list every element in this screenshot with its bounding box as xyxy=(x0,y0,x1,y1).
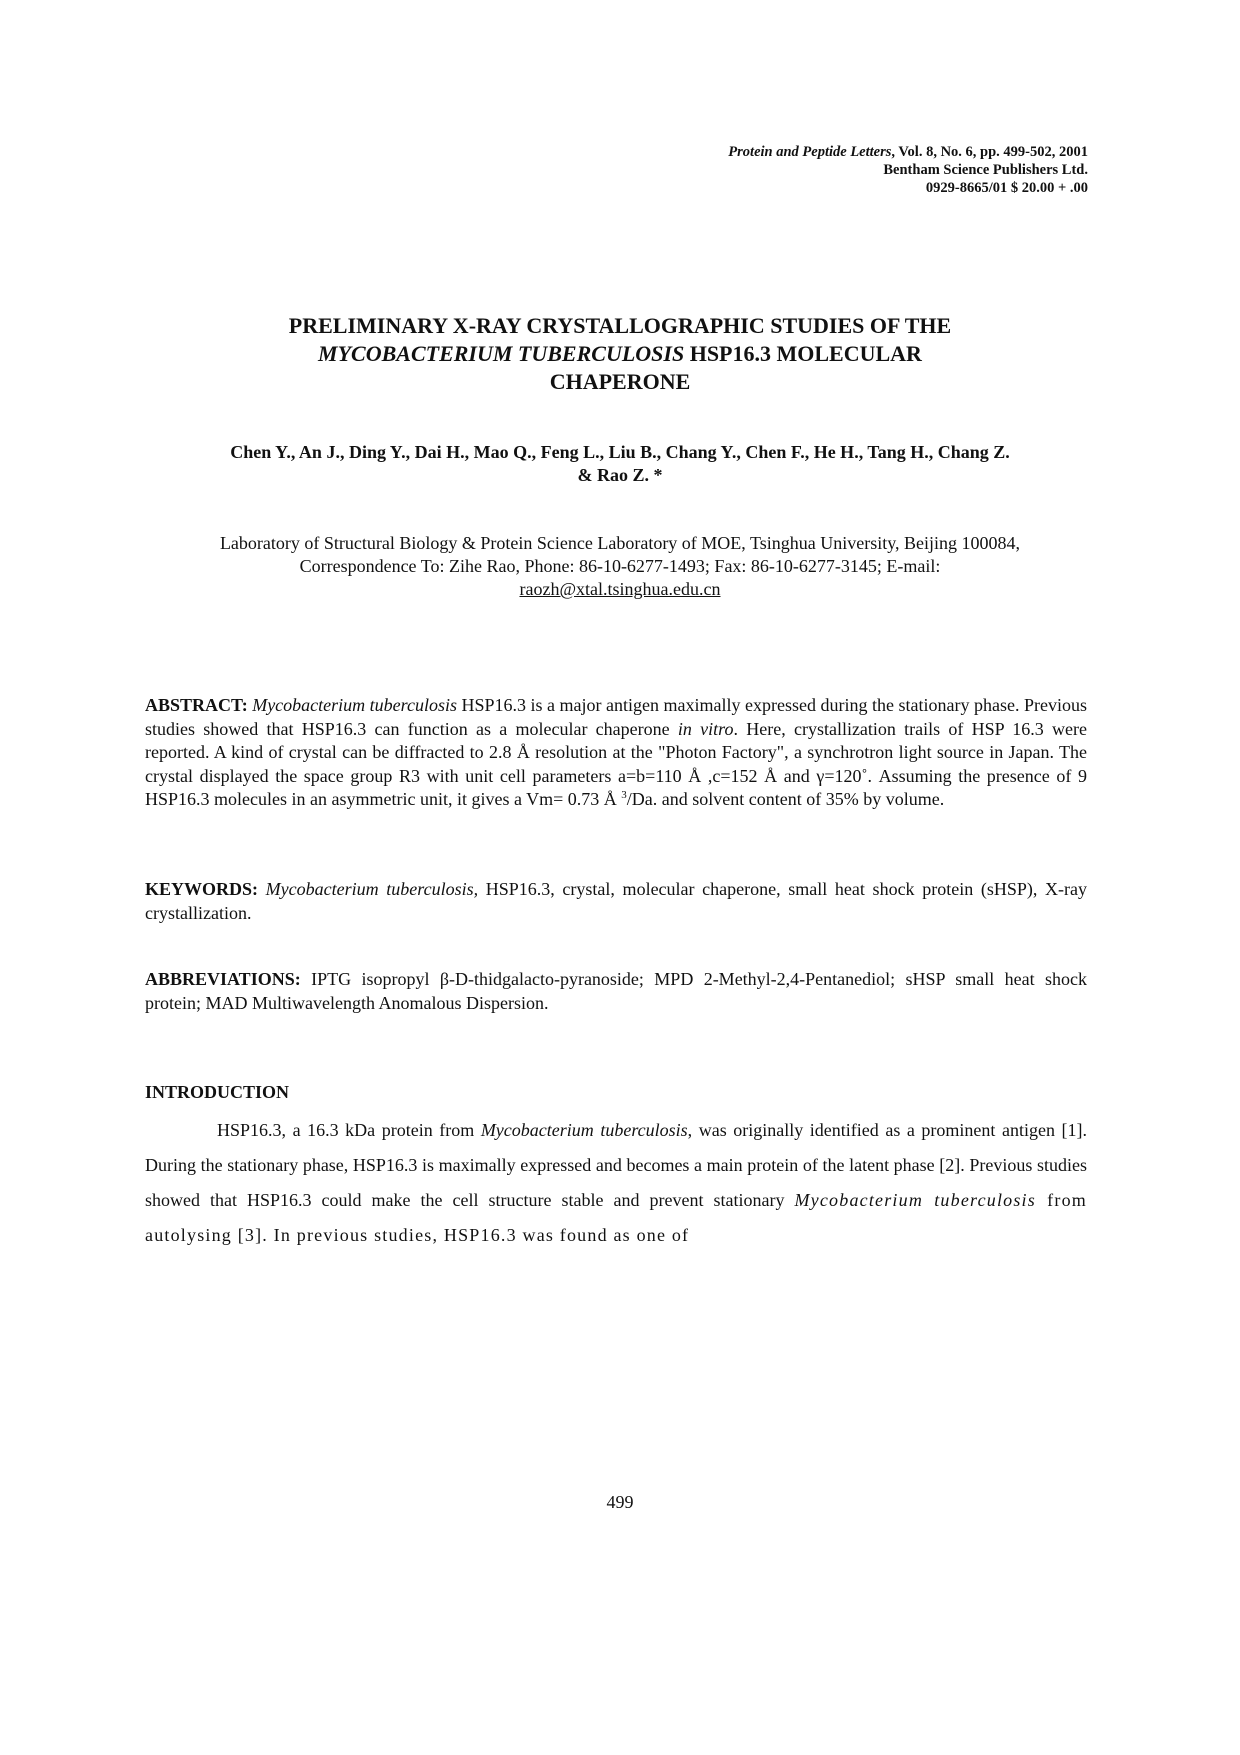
abbreviations-label: ABBREVIATIONS: xyxy=(145,969,301,989)
journal-name: Protein and Peptide Letters xyxy=(728,144,892,160)
page-number: 499 xyxy=(606,1492,634,1512)
abstract-species: Mycobacterium tuberculosis xyxy=(252,695,457,715)
intro-text-3: from autolysing [3]. In previous studies, HSP16.3 was found as one of xyxy=(145,1190,1087,1245)
title-line-3: CHAPERONE xyxy=(549,369,691,394)
authors-line-1: Chen Y., An J., Ding Y., Dai H., Mao Q., Feng L., Liu B., Chang Y., Chen F., He H., Tang H., Chang Z. xyxy=(230,442,1010,462)
abstract xyxy=(145,694,1087,812)
abbreviations-text: IPTG isopropyl β-D-thidgalacto-pyranoside; MPD 2-Methyl-2,4-Pentanediol; sHSP small heat shock protein; MAD Multiwavelength Anomalous Dispersion. xyxy=(145,969,1087,1013)
keywords-text: HSP16.3, crystal, molecular chaperone, small heat shock protein (sHSP), X-ray crystallization. xyxy=(145,879,1087,923)
citation-line xyxy=(728,143,1088,161)
abbreviations xyxy=(145,968,1087,1015)
citation-details: , Vol. 8, No. 6, pp. 499-502, 2001 xyxy=(891,144,1088,160)
in-vitro-term: in vitro xyxy=(677,718,734,739)
abstract-label: ABSTRACT: xyxy=(145,695,248,715)
intro-species-2: Mycobacterium tuberculosis xyxy=(794,1190,1036,1210)
abstract-text-2: . Here, crystallization trails of HSP 16.3 were reported. A kind of crystal can be diffracted to 2.8 Å resolution at the "Photon Factory", a synchrotron light source in Japan. The crystal displayed the space group R3 with unit cell parameters a=b=110 Å ,c=152 Å and γ=120˚. Assuming the presence of 9 HSP16.3 molecules in an asymmetric unit, it gives a Vm= 0.73 Å xyxy=(145,718,1087,809)
intro-text-2: , was originally identified as a prominent antigen [1]. During the stationary phase, HSP16.3 is maximally expressed and becomes a main protein of the latent phase [2]. Previous studies showed that HSP16.3 could make the cell structure stable and prevent stationary xyxy=(145,1120,1087,1210)
affiliation-line-1: Laboratory of Structural Biology & Protein Science Laboratory of MOE, Tsinghua University, Beijing 100084, xyxy=(219,533,1021,553)
intro-species: Mycobacterium tuberculosis xyxy=(480,1120,688,1140)
title-line-2 xyxy=(150,340,1090,368)
issn-line: 0929-8665/01 $ 20.00 + .00 xyxy=(925,180,1088,196)
keywords-label: KEYWORDS: xyxy=(145,879,259,899)
superscript-3: 3 xyxy=(621,789,627,801)
correspondence-line: Correspondence To: Zihe Rao, Phone: 86-10-6277-1493; Fax: 86-10-6277-3145; E-mail: xyxy=(299,556,941,576)
journal-header xyxy=(728,143,1088,197)
title-line-2-rest: HSP16.3 MOLECULAR xyxy=(684,341,922,366)
introduction-heading: INTRODUCTION xyxy=(145,1082,290,1102)
abstract-text-3: /Da. and solvent content of 35% by volume. xyxy=(626,789,945,809)
intro-text-1: HSP16.3, a 16.3 kDa protein from xyxy=(217,1120,481,1140)
email-link[interactable]: raozh@xtal.tsinghua.edu.cn xyxy=(519,579,721,599)
abstract-text-1: HSP16.3 is a major antigen maximally expressed during the stationary phase. Previous studies showed that HSP16.3 can function as a molecular chaperone xyxy=(145,695,1087,739)
authors-line-2: & Rao Z. * xyxy=(577,465,663,485)
publisher-line: Bentham Science Publishers Ltd. xyxy=(883,162,1088,178)
paper-title xyxy=(150,312,1090,396)
title-species: MYCOBACTERIUM TUBERCULOSIS xyxy=(318,341,685,366)
keywords xyxy=(145,878,1087,925)
author-list xyxy=(150,441,1090,487)
keywords-species: Mycobacterium tuberculosis, xyxy=(265,879,479,899)
affiliation xyxy=(150,532,1090,601)
title-line-1: PRELIMINARY X-RAY CRYSTALLOGRAPHIC STUDIES OF THE xyxy=(288,313,952,338)
introduction-body xyxy=(145,1113,1087,1253)
